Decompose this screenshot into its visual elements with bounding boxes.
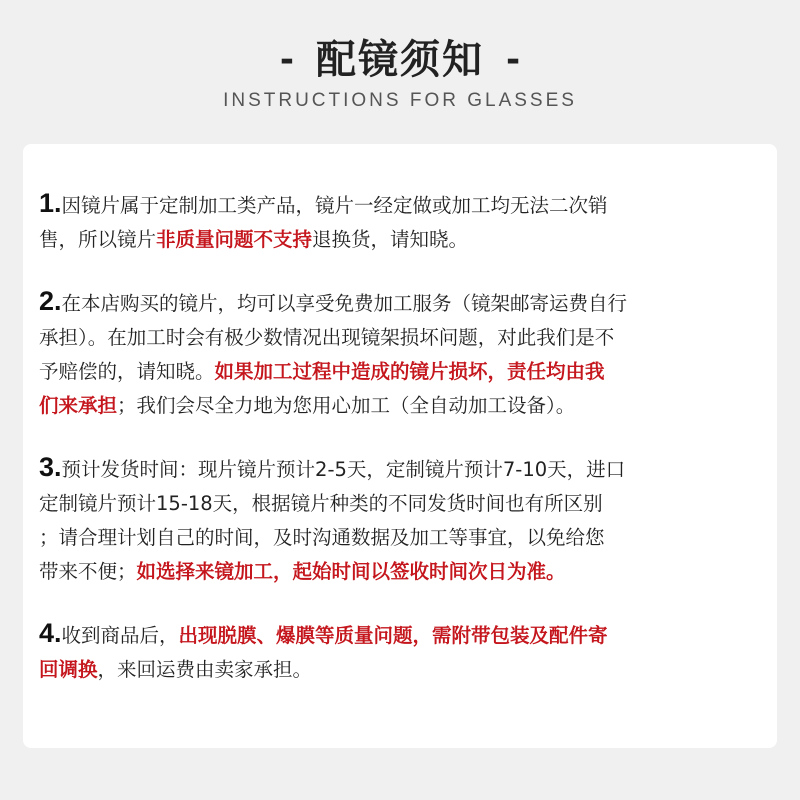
title-dash-left: - bbox=[279, 40, 294, 80]
item-1-line-2 bbox=[39, 223, 759, 257]
item-2-highlight-2: 们来承担 bbox=[39, 394, 118, 417]
item-2-line-1 bbox=[39, 284, 759, 321]
item-2-highlight-1: 如果加工过程中造成的镜片损坏，责任均由我 bbox=[214, 360, 605, 383]
instruction-item-1 bbox=[39, 186, 759, 257]
item-4-highlight-1: 出现脱膜、爆膜等质量问题，需附带包装及配件寄 bbox=[178, 624, 608, 647]
item-4-number: 4. bbox=[39, 618, 62, 648]
item-3-line-1 bbox=[39, 450, 759, 487]
item-3-line-4 bbox=[39, 555, 759, 589]
item-4-highlight-2: 回调换 bbox=[39, 658, 98, 681]
page-header bbox=[0, 30, 800, 112]
item-2-line-2: 承担）。在加工时会有极少数情况出现镜架损坏问题，对此我们是不 bbox=[39, 326, 615, 349]
item-2-text-3a: 予赔偿的，请知晓。 bbox=[39, 360, 215, 383]
item-2-line-4 bbox=[39, 389, 759, 423]
item-4-line-1 bbox=[39, 616, 759, 653]
item-4-text-2b: ，来回运费由卖家承担。 bbox=[97, 658, 313, 681]
item-3-line-3: ；请合理计划自己的时间，及时沟通数据及加工等事宜，以免给您 bbox=[39, 526, 605, 549]
instruction-item-3 bbox=[39, 450, 759, 589]
item-2-text-4b: ；我们会尽全力地为您用心加工（全自动加工设备）。 bbox=[117, 394, 576, 417]
instruction-item-2 bbox=[39, 284, 759, 423]
item-4-line-2 bbox=[39, 653, 759, 687]
page-title: 配镜须知 bbox=[316, 37, 484, 83]
instruction-item-4 bbox=[39, 616, 759, 687]
item-2-text-1: 在本店购买的镜片，均可以享受免费加工服务（镜架邮寄运费自行 bbox=[61, 292, 628, 315]
item-1-highlight: 非质量问题不支持 bbox=[156, 228, 313, 251]
item-3-line-2: 定制镜片预计15-18天，根据镜片种类的不同发货时间也有所区别 bbox=[39, 492, 603, 515]
instructions-card bbox=[23, 144, 777, 748]
item-3-text-1: 预计发货时间：现片镜片预计2-5天，定制镜片预计7-10天，进口 bbox=[61, 458, 626, 481]
title-dash-right: - bbox=[506, 40, 521, 80]
item-3-highlight: 如选择来镜加工，起始时间以签收时间次日为准。 bbox=[136, 560, 566, 583]
item-3-text-4a: 带来不便； bbox=[39, 560, 137, 583]
item-4-text-1a: 收到商品后， bbox=[61, 624, 179, 647]
page-subtitle: INSTRUCTIONS FOR GLASSES bbox=[223, 90, 577, 111]
item-1-text-2a: 售，所以镜片 bbox=[39, 228, 157, 251]
item-1-number: 1. bbox=[39, 188, 62, 218]
item-1-text-2b: 退换货，请知晓。 bbox=[312, 228, 469, 251]
item-1-text: 因镜片属于定制加工类产品，镜片一经定做或加工均无法二次销 bbox=[61, 194, 608, 217]
item-2-number: 2. bbox=[39, 286, 62, 316]
item-2-line-3 bbox=[39, 355, 759, 389]
item-1-line-1 bbox=[39, 186, 759, 223]
item-3-number: 3. bbox=[39, 452, 62, 482]
title-row bbox=[0, 30, 800, 90]
